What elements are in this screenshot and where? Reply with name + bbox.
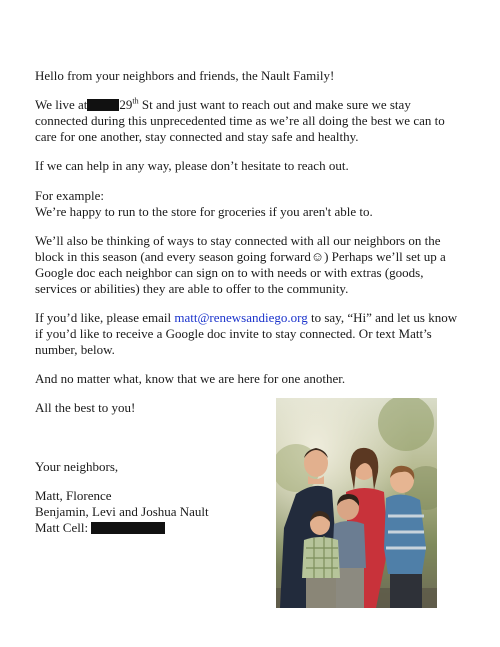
address-line-rest: St and just want to reach out and make sure we stay — [138, 97, 411, 112]
address-line — [35, 97, 411, 113]
email-link[interactable]: matt@renewsandiego.org — [174, 310, 308, 325]
paragraph-4-line-3: Google doc each neighbor can sign on to with needs or with extras (goods, — [35, 265, 424, 280]
paragraph-2: If we can help in any way, please don’t hesitate to reach out. — [35, 158, 349, 173]
email-intro: If you’d like, please email — [35, 310, 175, 325]
paragraph-4-line-4: services or abilities) they are able to offer to the community. — [35, 281, 349, 296]
redacted-phone-number — [91, 522, 165, 534]
paragraph-5-line-3: number, below. — [35, 342, 115, 357]
paragraph-3-line-2: We’re happy to run to the store for groceries if you aren't able to. — [35, 204, 373, 219]
paragraph-5-line-2: if you’d like to receive a Google doc invite to stay connected. Or text Matt’s — [35, 326, 432, 341]
email-outro: to say, “Hi” and let us know — [307, 310, 458, 325]
redacted-house-number — [87, 99, 119, 111]
paragraph-1-line-2: connected during this unprecedented time as we’re all doing the best we can to — [35, 113, 445, 128]
paragraph-5-line-1 — [35, 310, 457, 326]
street-number: 29 — [119, 97, 133, 112]
live-at-text: We live at — [35, 97, 88, 112]
family-photo — [276, 398, 437, 608]
paragraph-4-line-2: block in this season (and every season going forward☺) Perhaps we’ll set up a — [35, 249, 446, 264]
street-suffix: th — [132, 96, 139, 106]
signature-line-3 — [35, 520, 165, 536]
paragraph-1-line-3: care for one another, stay connected and stay safe and healthy. — [35, 129, 359, 144]
greeting: Hello from your neighbors and friends, the Nault Family! — [35, 68, 335, 83]
paragraph-4-line-1: We’ll also be thinking of ways to stay connected with all our neighbors on the — [35, 233, 441, 248]
signature-line-2: Benjamin, Levi and Joshua Nault — [35, 504, 209, 519]
paragraph-3-line-1: For example: — [35, 188, 104, 203]
phone-label: Matt Cell: — [35, 520, 92, 535]
paragraph-7: All the best to you! — [35, 400, 136, 415]
signature-line-1: Matt, Florence — [35, 488, 112, 503]
closing: Your neighbors, — [35, 459, 119, 474]
paragraph-6: And no matter what, know that we are here for one another. — [35, 371, 346, 386]
family-photo-illustration — [276, 398, 437, 608]
